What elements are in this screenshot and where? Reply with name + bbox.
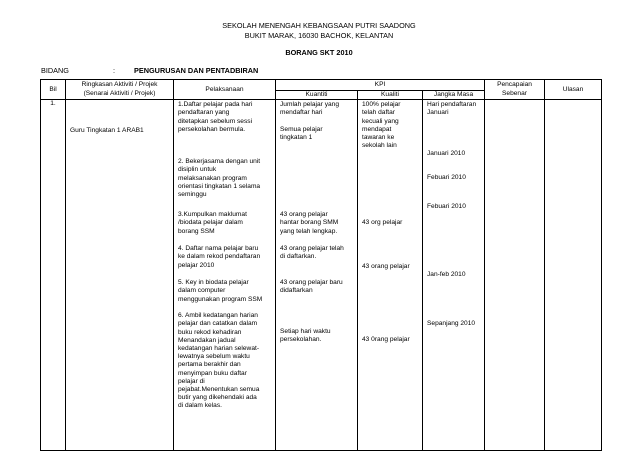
kualiti-item: 43 0rang pelajar <box>362 336 410 344</box>
kuantiti-item: 43 orang pelajar baru didaftarkan <box>280 279 343 295</box>
pelaksanaan-item: 3.Kumpulkan maklumat /biodata pelajar dalam borang SSM <box>178 211 247 235</box>
kuantiti-item: 43 orang pelajar telah di daftarkan. <box>280 245 344 261</box>
bidang-row <box>41 66 258 75</box>
pelaksanaan-item: 4. Daftar nama pelajar baru ke dalam rekod pendaftaran pelajar 2010 <box>178 245 261 269</box>
pelaksanaan-item: 6. Ambil kedatangan harian pelajar dan catatkan dalam buku rekod kehadiran Menandakan jadual kedatangan harian selewat- lewatnya sebelum waktu pertama berakhir dan menyimpan buku daftar pelajar di pejabat.Menentukan semua butir yang dikehendaki ada di dalam kelas. <box>178 312 260 410</box>
jangka-masa-item: Febuari 2010 <box>427 174 466 182</box>
kuantiti-item: Jumlah pelajar yang mendaftar hari <box>280 101 340 117</box>
pelaksanaan-item: 2. Bekerjasama dengan unit disiplin untuk melaksanakan program orientasi tingkatan 1 selama seminggu <box>178 158 261 199</box>
header-ringkasan: Ringkasan Aktiviti / Projek (Senarai Aktiviti / Projek) <box>66 80 174 100</box>
kualiti-item: 100% pelajar telah daftar kecuali yang mendapat tawaran ke sekolah lain <box>362 101 401 150</box>
jangka-masa-item: Januari 2010 <box>427 150 466 158</box>
header-kualiti: Kualiti <box>358 91 423 100</box>
jangka-masa-item: Hari pendaftaran Januari <box>427 101 477 117</box>
school-address: BUKIT MARAK, 16030 BACHOK, KELANTAN <box>244 31 394 40</box>
header-pencapaian: Pencapaian Sebenar <box>485 80 545 100</box>
form-title: BORANG SKT 2010 <box>285 48 353 57</box>
header-bil: Bil <box>41 80 66 100</box>
bidang-separator: : <box>113 66 116 75</box>
pelaksanaan-item: 1.Daftar pelajar pada hari pendaftaran yang ditetapkan sebelum sessi persekolahan bermula. <box>178 101 253 133</box>
pelaksanaan-item: 5. Key in biodata pelajar dalam computer menggunakan program SSM <box>178 279 263 303</box>
jangka-masa-item: Febuari 2010 <box>427 203 466 211</box>
kuantiti-item: Setiap hari waktu persekolahan. <box>280 328 331 344</box>
jangka-masa-item: Sepanjang 2010 <box>427 320 476 328</box>
header-kpi: KPI <box>276 80 485 91</box>
kualiti-item: 43 orang pelajar <box>362 263 410 271</box>
header-kuantiti: Kuantiti <box>276 91 358 100</box>
kuantiti-item: Semua pelajar tingkatan 1 <box>280 126 323 142</box>
kuantiti-item: 43 orang pelajar hantar borang SMM yang telah lengkap. <box>280 211 339 235</box>
skt-table <box>40 79 602 451</box>
school-name: SEKOLAH MENENGAH KEBANGSAAN PUTRI SAADONG <box>222 21 416 30</box>
header-jangka-masa: Jangka Masa <box>423 91 485 100</box>
activity-summary: Guru Tingkatan 1 ARAB1 <box>70 127 144 135</box>
header-ulasan: Ulasan <box>545 80 602 100</box>
table-row <box>41 100 602 451</box>
row-number: 1. <box>50 100 56 108</box>
bidang-label: BIDANG <box>41 66 69 75</box>
kualiti-item: 43 org pelajar <box>362 219 403 227</box>
bidang-value: PENGURUSAN DAN PENTADBIRAN <box>134 66 259 75</box>
jangka-masa-item: Jan-feb 2010 <box>427 271 466 279</box>
header-pelaksanaan: Pelaksanaan <box>174 80 276 100</box>
